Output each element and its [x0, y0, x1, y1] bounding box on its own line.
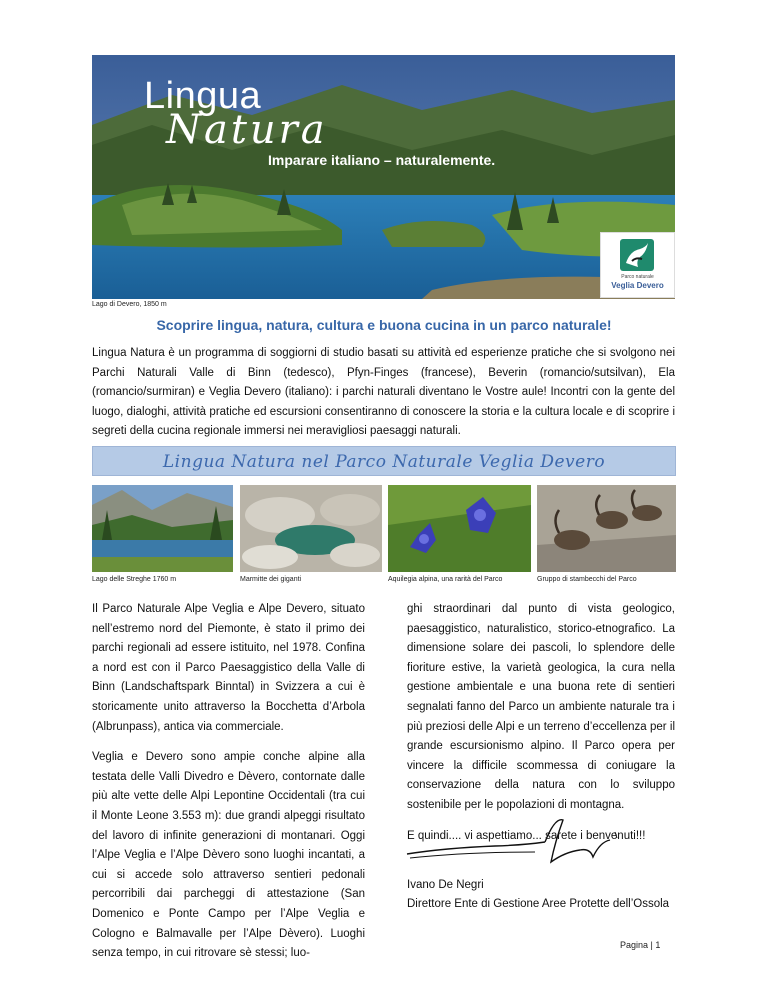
signer-role: Direttore Ente di Gestione Aree Protette dell’Ossola — [407, 898, 670, 910]
left-column — [92, 600, 365, 975]
park-logo — [600, 232, 675, 298]
banner-caption: Lago di Devero, 1850 m — [92, 301, 167, 308]
handwritten-signature — [405, 812, 620, 877]
photo-caption-4: Gruppo di stambecchi del Parco — [537, 576, 637, 583]
lake-photo — [92, 485, 233, 572]
page-number: Pagina | 1 — [620, 940, 661, 950]
signer-block — [407, 876, 669, 914]
signer-name: Ivano De Negri — [407, 879, 484, 891]
photo-caption-2: Marmitte dei giganti — [240, 576, 302, 583]
park-logo-name: Veglia Devero — [611, 281, 664, 290]
ibex-photo — [537, 485, 676, 572]
photo-caption-3: Aquilegia alpina, una rarità del Parco — [388, 576, 503, 583]
main-heading: Scoprire lingua, natura, cultura e buona cucina in un parco naturale! — [156, 317, 612, 333]
logo-lingua-text: Lingua — [144, 75, 262, 117]
section-title: Lingua Natura nel Parco Naturale Veglia Devero — [162, 452, 606, 472]
right-paragraph-1: ghi straordinari dal punto di vista geologico, paesaggistico, naturalistico, storico-etnografico. La dimensione solare dei pascoli, lo splendore delle fioriture estive, la varietà geologica, la cura nella gestione ambientale e una buona rete di sentieri segnalati fanno del Parco un ambiente naturale tra i più preziosi delle Alpi e un terreno d’eccellenza per il grande escursionismo alpino. Il Parco opera per vincere la difficile scommessa di coniugare la conservazione della natura con lo sviluppo sostenibile per le popolazioni di montagna. — [407, 603, 675, 811]
right-paragraph-2: E quindi.... vi aspettiamo... sarete i benvenuti!!! — [407, 829, 646, 842]
ibex-emblem-icon — [620, 239, 654, 271]
section-band — [92, 446, 676, 476]
header-banner — [92, 55, 675, 299]
intro-paragraph: Lingua Natura è un programma di soggiorni di studio basati su attività ed esperienze pratiche che si svolgono nei Parchi Naturali Valle di Binn (tedesco), Pfyn-Finges (francese), Beverin (romancio/sutsilvan), Ela (romancio/surmiran) e Veglia Devero (italiano): i parchi naturali diventano le Vostre aule! Incontri con la gente del luogo, dialoghi, attività pratiche ed escursioni consentiranno di conoscere la storia e la cultura locale e di scoprire i segreti della cucina regionale immersi nei meravigliosi paesaggi naturali. — [92, 347, 675, 437]
tagline: Imparare italiano – naturalemente. — [268, 152, 496, 168]
rock-pools-photo — [240, 485, 382, 572]
left-paragraph-1: Il Parco Naturale Alpe Veglia e Alpe Devero, situato nell’estremo nord del Piemonte, è stato il primo dei parchi regionali ad essere istituito, nel 1978. Confina a nord est con il Parco Paesaggistico della Valle di Binn (Landschaftspark Binntal) in Svizzera a cui è storicamente unito attraverso la Bocchetta d’Arbola (Albrunpass), antica via commerciale. — [92, 603, 365, 733]
logo-natura-text: Natura — [166, 107, 328, 153]
photo-caption-1: Lago delle Streghe 1760 m — [92, 576, 177, 583]
flower-photo — [388, 485, 531, 572]
left-paragraph-2: Veglia e Devero sono ampie conche alpine alla testata delle Valli Divedro e Dèvero, contornate dalle più alte vette delle Alpi Lepontine Occidentali (tra cui il Monte Leone 3.553 m): due grandi alpeggi risultato del lavoro di infinite generazioni di montanari. Oggi l’Alpe Veglia e l’Alpe Dèvero sono luoghi incantati, a cui si accede solo attraverso sentieri pedonali percorribili dai parcheggi di attestazione (San Domenico e Ponte Campo per l’Alpe Veglia e Cologno e Balmavalle per l’Alpe Dèvero). Luoghi senza tempo, in cui ritrovare sè stessi; luo- — [92, 751, 365, 960]
park-logo-subtitle: Parco naturale — [621, 274, 654, 280]
